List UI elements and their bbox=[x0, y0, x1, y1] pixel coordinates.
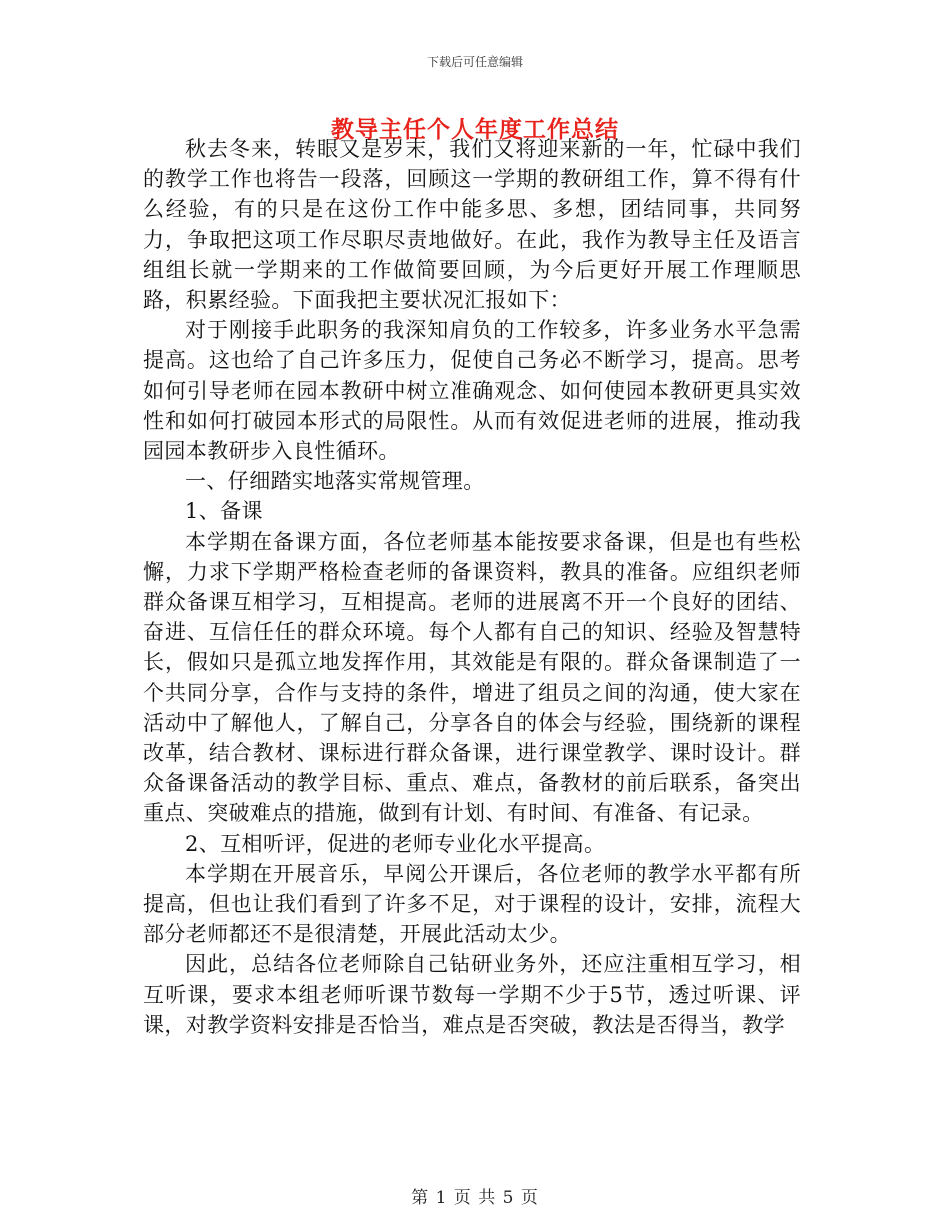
document-body bbox=[143, 134, 801, 1040]
paragraph-mutual-learning: 因此，总结各位老师除自己钻研业务外，还应注重相互学习，相互听课，要求本组老师听课节数每一学期不少于5节，透过听课、评课，对教学资料安排是否恰当，难点是否突破，教法是否得当，教学 bbox=[143, 952, 801, 1037]
page-indicator: 第 1 页 共 5 页 bbox=[411, 1188, 539, 1208]
subheading-peer-evaluation: 2、互相听评，促进的老师专业化水平提高。 bbox=[185, 831, 606, 856]
paragraph-lesson-preparation: 本学期在备课方面，各位老师基本能按要求备课，但是也有些松懈，力求下学期严格检查老师的备课资料，教具的准备。应组织老师群众备课互相学习，互相提高。老师的进展离不开一个良好的团结、奋进、互信任任的群众环境。每个人都有自己的知识、经验及智慧特长，假如只是孤立地发挥作用，其效能是有限的。群众备课制造了一个共同分享，合作与支持的条件，增进了组员之间的沟通，使大家在活动中了解他人，了解自己，分享各自的体会与经验，围绕新的课程改革，结合教材、课标进行群众备课，进行课堂教学、课时设计。群众备课备活动的教学目标、重点、难点，备教材的前后联系，备突出重点、突破难点的措施，做到有计划、有时间、有准备、有记录。 bbox=[143, 529, 801, 826]
paragraph-responsibility: 对于刚接手此职务的我深知肩负的工作较多，许多业务水平急需提高。这也给了自己许多压力，促使自己务必不断学习，提高。思考如何引导老师在园本教研中树立准确观念、如何使园本教研更具实效性和如何打破园本形式的局限性。从而有效促进老师的进展，推动我园园本教研步入良性循环。 bbox=[143, 318, 801, 464]
paragraph-intro: 秋去冬来，转眼又是岁末，我们又将迎来新的一年，忙碌中我们的教学工作也将告一段落，回顾这一学期的教研组工作，算不得有什么经验，有的只是在这份工作中能多思、多想，团结同事，共同努力，争取把这项工作尽职尽责地做好。在此，我作为教导主任及语言组组长就一学期来的工作做简要回顾，为今后更好开展工作理顺思路，积累经验。下面我把主要状况汇报如下： bbox=[143, 137, 801, 313]
paragraph-open-classes: 本学期在开展音乐，早阅公开课后，各位老师的教学水平都有所提高，但也让我们看到了许多不足，对于课程的设计，安排，流程大部分老师都还不是很清楚，开展此活动太少。 bbox=[143, 861, 801, 947]
header-note: 下载后可任意编辑 bbox=[426, 55, 523, 69]
subheading-lesson-preparation: 1、备课 bbox=[185, 499, 263, 524]
document-title: 教导主任个人年度工作总结 bbox=[331, 116, 619, 143]
section-heading-routine-management: 一、仔细踏实地落实常规管理。 bbox=[185, 469, 485, 494]
